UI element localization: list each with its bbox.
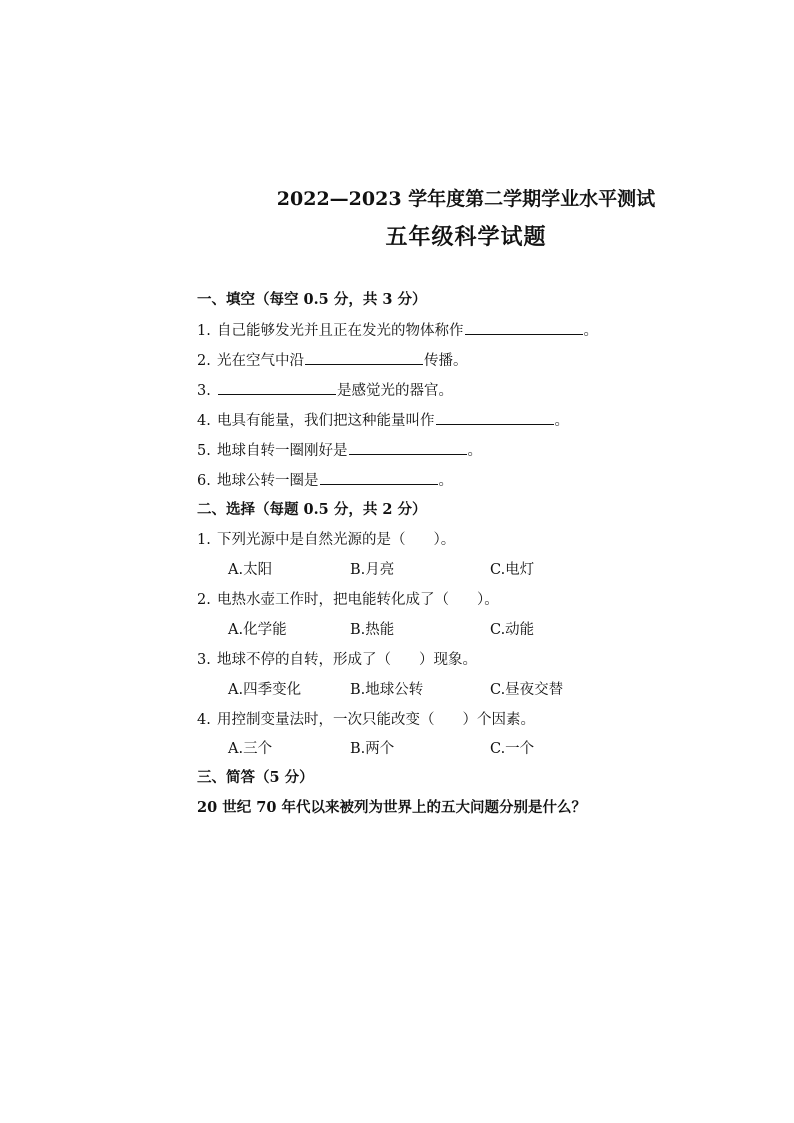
choice-question-1 <box>197 530 455 550</box>
question-text-end: 。 <box>554 413 569 429</box>
answer-blank[interactable] <box>436 410 554 425</box>
option-c[interactable]: C.一个 <box>490 741 535 757</box>
question-number: 1. <box>197 323 211 339</box>
section-heading-choice: 二、选择（每题 0.5 分，共 2 分） <box>197 501 427 518</box>
question-text-end: ）现象。 <box>419 652 477 668</box>
question-number: 3. <box>197 383 211 399</box>
question-text: 地球公转一圈是 <box>217 473 319 489</box>
fill-question-5 <box>197 440 482 461</box>
question-number: 1. <box>197 532 211 548</box>
option-c[interactable]: C.电灯 <box>490 562 535 578</box>
choice-question-4 <box>197 710 535 730</box>
question-number: 5. <box>197 443 211 459</box>
fill-question-6 <box>197 470 453 491</box>
question-text: 电具有能量，我们把这种能量叫作 <box>217 413 435 429</box>
option-a[interactable]: A.化学能 <box>228 622 287 638</box>
fill-question-2 <box>197 350 468 371</box>
question-number: 6. <box>197 473 211 489</box>
question-text-end: ）。 <box>477 592 499 608</box>
choice-question-2 <box>197 590 499 610</box>
question-text-end: ）个因素。 <box>462 712 535 728</box>
question-text-end: 。 <box>467 443 482 459</box>
question-text: 地球自转一圈刚好是 <box>217 443 348 459</box>
fill-question-1 <box>197 320 598 341</box>
exam-title: 2022—2023 学年度第二学期学业水平测试 <box>276 188 656 210</box>
question-text-end: 。 <box>438 473 453 489</box>
answer-blank[interactable] <box>218 380 336 395</box>
answer-blank[interactable] <box>305 350 423 365</box>
option-b[interactable]: B.月亮 <box>350 562 395 578</box>
answer-blank[interactable] <box>465 320 583 335</box>
option-a[interactable]: A.太阳 <box>228 562 273 578</box>
question-text: 电热水壶工作时，把电能转化成了（ <box>217 592 449 608</box>
option-b[interactable]: B.两个 <box>350 741 395 757</box>
question-number: 3. <box>197 652 211 668</box>
short-answer-question: 20 世纪 70 年代以来被列为世界上的五大问题分别是什么？ <box>197 799 586 816</box>
question-text: 自己能够发光并且正在发光的物体称作 <box>217 323 464 339</box>
question-text-end: 是感觉光的器官。 <box>337 383 453 399</box>
question-text-end: 传播。 <box>424 353 468 369</box>
choice-question-3 <box>197 650 477 670</box>
question-text: 光在空气中沿 <box>217 353 304 369</box>
option-c[interactable]: C.昼夜交替 <box>490 682 564 698</box>
fill-question-4 <box>197 410 569 431</box>
option-b[interactable]: B.热能 <box>350 622 395 638</box>
question-text-end: ）。 <box>433 532 456 548</box>
exam-subtitle: 五年级科学试题 <box>385 224 547 250</box>
option-b[interactable]: B.地球公转 <box>350 682 424 698</box>
question-number: 4. <box>197 712 211 728</box>
option-c[interactable]: C.动能 <box>490 622 535 638</box>
answer-blank[interactable] <box>320 470 438 485</box>
question-text: 下列光源中是自然光源的是（ <box>217 532 406 548</box>
answer-blank[interactable] <box>349 440 467 455</box>
question-text: 地球不停的自转，形成了（ <box>217 652 391 668</box>
question-text: 用控制变量法时，一次只能改变（ <box>217 712 435 728</box>
fill-question-3 <box>197 380 453 401</box>
question-number: 2. <box>197 353 211 369</box>
option-a[interactable]: A.四季变化 <box>228 682 302 698</box>
section-heading-fill-in: 一、填空（每空 0.5 分，共 3 分） <box>197 291 427 308</box>
question-text-end: 。 <box>583 323 598 339</box>
section-heading-short-answer: 三、简答（5 分） <box>197 769 314 786</box>
question-number: 2. <box>197 592 211 608</box>
question-number: 4. <box>197 413 211 429</box>
option-a[interactable]: A.三个 <box>228 741 273 757</box>
